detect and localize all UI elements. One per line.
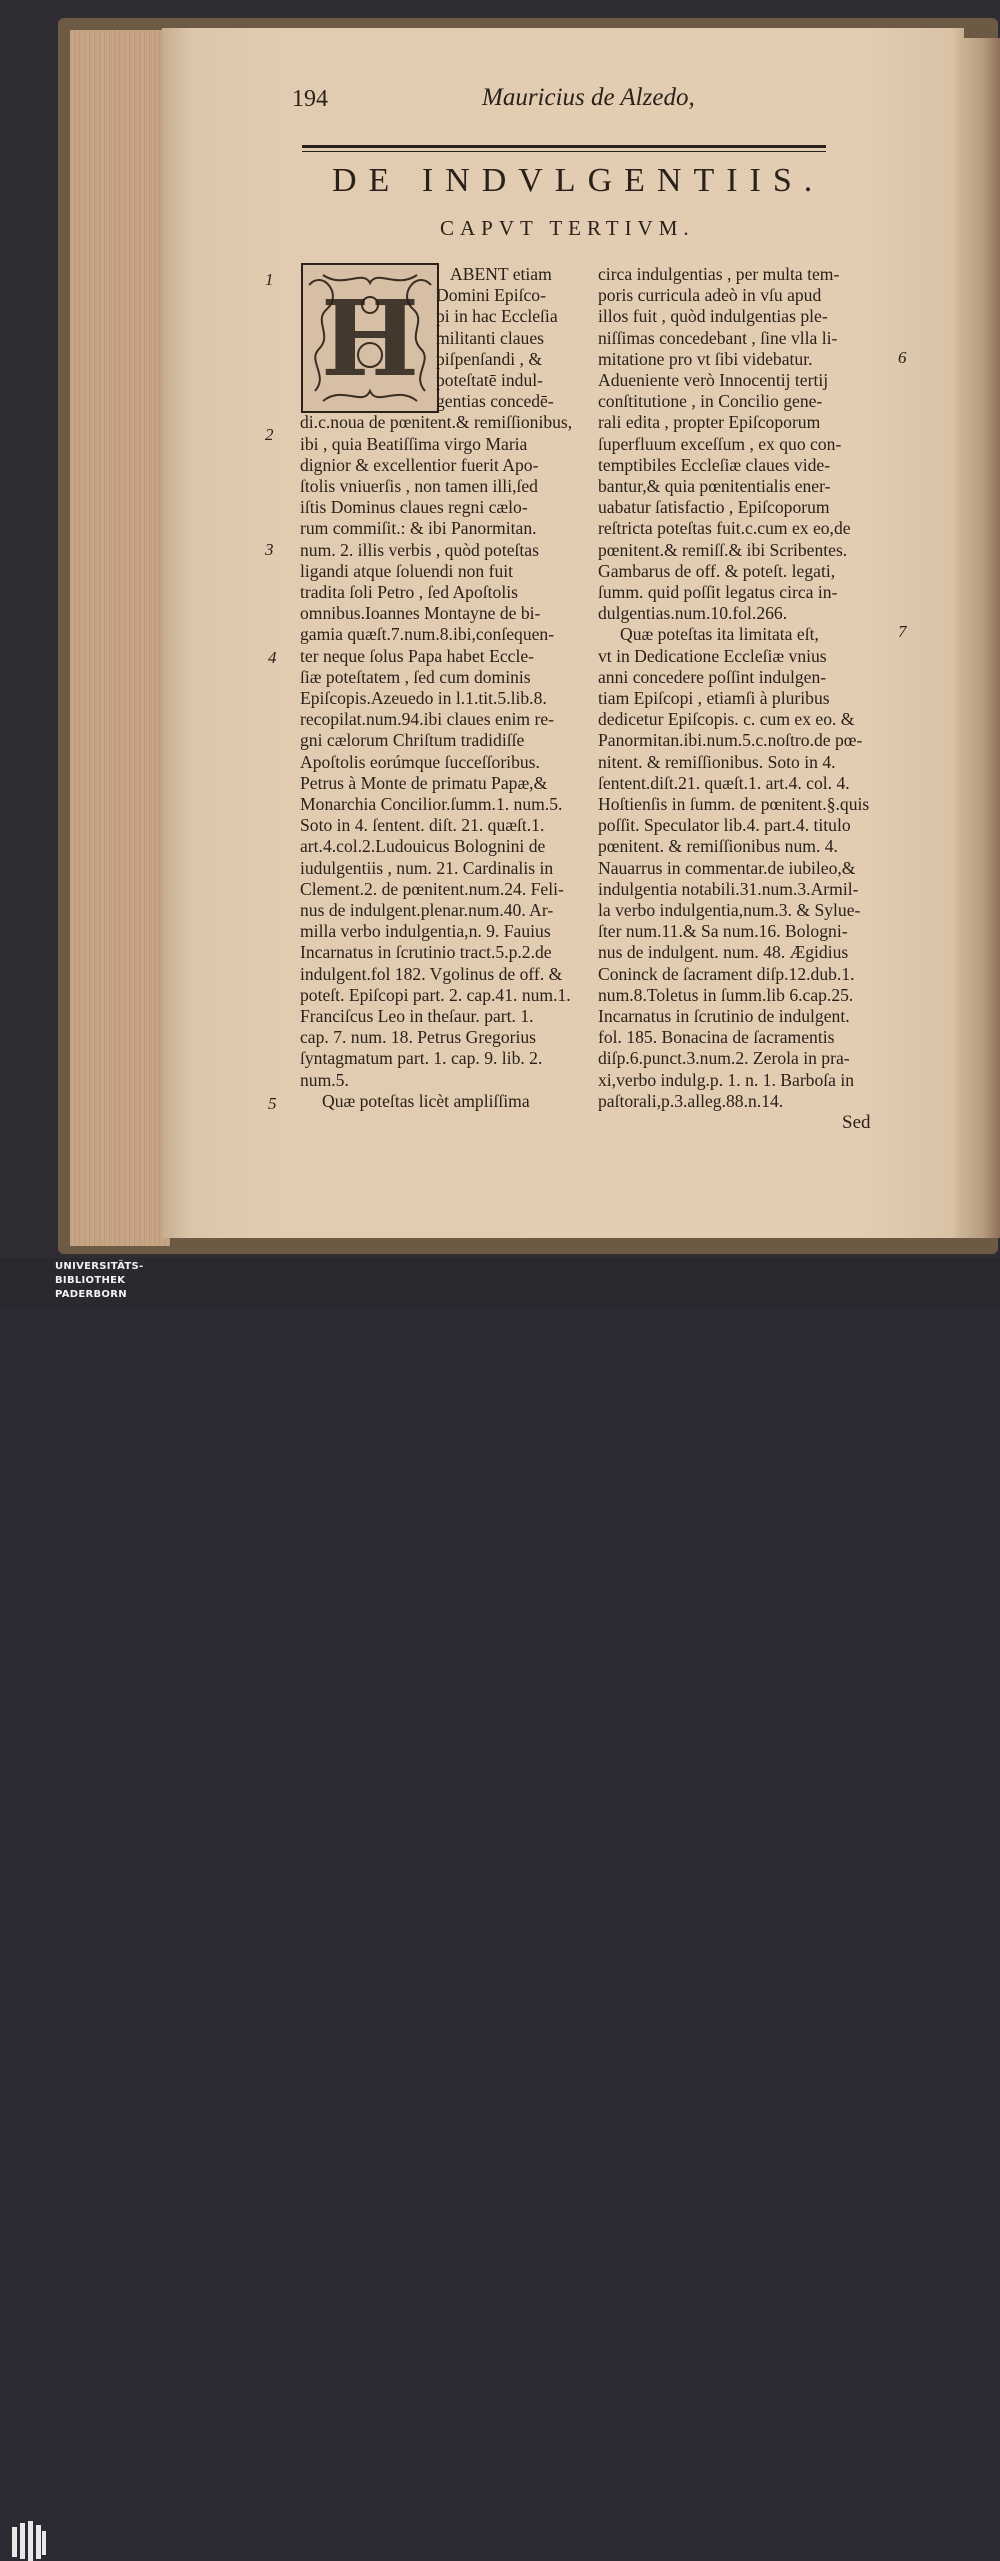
text-line: cap. 7. num. 18. Petrus Gregorius (300, 1027, 537, 1048)
text-line: vt in Dedicatione Eccleſiæ vnius (598, 645, 827, 666)
text-line: Apoſtolis eorúmque ſucceſſoribus. (300, 751, 540, 772)
text-line: ſumm. quid poſſit legatus circa in- (598, 582, 838, 602)
text-line: tiam Epiſcopi , etiamſi à pluribus (598, 688, 830, 708)
text-line: fol. 185. Bonacina de ſacramentis (598, 1027, 835, 1048)
text-line: ſiæ poteſtatem , ſed cum dominis (300, 666, 531, 687)
text-line: paſtorali,p.3.alleg.88.n.14. (598, 1090, 784, 1111)
text-line: indulgentia notabili.31.num.3.Armil- (598, 878, 859, 899)
text-line: iudulgentiis , num. 21. Cardinalis in (300, 857, 554, 878)
text-line: mitatione pro vt ſibi videbatur. (598, 348, 813, 369)
text-line: dignior & excellentior fuerit Apo- (300, 454, 539, 475)
text-line: num.8.Toletus in ſumm.lib 6.cap.25. (598, 984, 854, 1005)
scan-background (0, 0, 1000, 1258)
chapter-subtitle: CAPVT TERTIVM. (440, 216, 695, 240)
text-line: Epiſcopis.Azeuedo in l.1.tit.5.lib.8. (300, 688, 547, 708)
margin-number-5: 5 (268, 1094, 277, 1113)
text-line: Incarnatus in ſcrutinio tract.5.p.2.de (300, 942, 552, 963)
text-line: poteſtatē indul- (436, 370, 543, 390)
text-line: ligandi atque ſoluendi non fuit (300, 560, 514, 581)
text-line: gentias concedē- (436, 391, 554, 412)
text-line: ter neque ſolus Papa habet Eccle- (300, 645, 534, 666)
text-line: temptibiles Eccleſiæ claues vide- (598, 454, 831, 475)
margin-number-4: 4 (268, 648, 277, 667)
text-line: poris curricula adeò in vſu apud (598, 285, 822, 306)
text-line: dulgentias.num.10.fol.266. (598, 603, 788, 624)
margin-number-7: 7 (898, 622, 907, 641)
text-line: pœnitent.& remiſſ.& ibi Scribentes. (598, 539, 848, 560)
text-line: nus de indulgent. num. 48. Ægidius (598, 942, 849, 963)
library-footer (0, 1258, 1000, 1308)
text-line: Panormitan.ibi.num.5.c.noſtro.de pœ- (598, 730, 863, 751)
text-line: num.5. (300, 1069, 349, 1090)
header-rule-thin (302, 151, 826, 152)
text-line: ABENT etiam (450, 264, 552, 284)
page-edges-right (960, 38, 1000, 1238)
text-line: illos fuit , quòd indulgentias ple- (598, 306, 828, 327)
text-line: omnibus.Ioannes Montayne de bi- (300, 603, 541, 624)
text-line: la verbo indulgentia,num.3. & Sylue- (598, 900, 861, 920)
text-line: ſter num.11.& Sa num.16. Bologni- (598, 921, 848, 942)
page-number: 194 (292, 86, 328, 112)
text-line: Coninck de ſacrament diſp.12.dub.1. (598, 963, 855, 984)
text-line: gamia quæſt.7.num.8.ibi,conſequen- (300, 624, 555, 645)
margin-number-2: 2 (265, 425, 274, 444)
text-line: ſyntagmatum part. 1. cap. 9. lib. 2. (300, 1048, 543, 1069)
text-line: Clement.2. de pœnitent.num.24. Feli- (300, 878, 564, 899)
text-line: piſpenſandi , & (436, 348, 543, 369)
text-line: uabatur ſatisfactio , Epiſcoporum (598, 497, 830, 518)
text-line: iſtis Dominus claues regni cælo- (300, 497, 528, 518)
text-line: Incarnatus in ſcrutinio de indulgent. (598, 1006, 850, 1026)
margin-number-1: 1 (265, 270, 274, 289)
text-line: di.c.noua de pœnitent.& remiſſionibus, (300, 412, 573, 433)
text-line: Petrus à Monte de primatu Papæ,& (300, 772, 548, 793)
text-line: dedicetur Epiſcopis. c. cum ex eo. & (598, 709, 855, 730)
header-rule-thick (302, 145, 826, 148)
text-line: Gambarus de off. & poteſt. legati, (598, 560, 836, 581)
text-line: rum commiſit.: & ibi Panormitan. (300, 518, 537, 539)
text-line: pi in hac Eccleſia (436, 306, 558, 327)
text-line: tradita ſoli Petro , ſed Apoſtolis (300, 582, 518, 602)
running-title: Mauricius de Alzedo, (482, 84, 695, 111)
left-text-column (300, 264, 582, 1114)
text-line: ſuperfluum exceſſum , ex quo con- (598, 433, 842, 454)
text-line: circa indulgentias , per multa tem- (598, 264, 840, 284)
library-name-line2: BIBLIOTHEK (55, 1275, 126, 1286)
library-name-line3: PADERBORN (55, 1289, 127, 1300)
catchword: Sed (842, 1112, 871, 1133)
text-line: Quæ poteſtas ita limitata eſt, (620, 624, 819, 645)
page-edges-left (70, 30, 170, 1246)
text-line: diſp.6.punct.3.num.2. Zerola in pra- (598, 1048, 850, 1069)
text-line: gni cælorum Chriſtum tradidiſſe (300, 730, 525, 751)
text-line: Franciſcus Leo in theſaur. part. 1. (300, 1006, 534, 1026)
text-line: Adueniente verò Innocentij tertij (598, 370, 829, 390)
text-line: rali edita , propter Epiſcoporum (598, 412, 821, 433)
text-line: reſtricta poteſtas fuit.c.cum ex eo,de (598, 518, 851, 539)
text-line: xi,verbo indulg.p. 1. n. 1. Barboſa in (598, 1069, 855, 1090)
text-line: anni concedere poſſint indulgen- (598, 666, 827, 687)
text-line: bantur,& quia pœnitentialis ener- (598, 476, 831, 496)
text-line: num. 2. illis verbis , quòd poteſtas (300, 539, 539, 560)
text-line: Domini Epiſco- (436, 285, 546, 306)
text-line: militanti claues (436, 327, 544, 348)
text-line: ſtolis vniuerſis , non tamen illi,ſed (300, 476, 538, 496)
text-line: pœnitent. & remiſſionibus num. 4. (598, 836, 838, 857)
right-text-column (598, 264, 878, 1114)
text-line: conſtitutione , in Concilio gene- (598, 391, 823, 412)
text-line: Monarchia Concilior.ſumm.1. num.5. (300, 794, 563, 814)
text-line: Quæ poteſtas licèt ampliſſima (322, 1090, 530, 1111)
text-line: recopilat.num.94.ibi claues enim re- (300, 709, 555, 730)
text-line: Soto in 4. ſentent. diſt. 21. quæſt.1. (300, 815, 545, 836)
text-line: nus de indulgent.plenar.num.40. Ar- (300, 900, 554, 920)
text-line: niſſimas concedebant , ſine vlla li- (598, 327, 838, 348)
initial-letter: H (320, 277, 420, 400)
library-name-line1: UNIVERSITÄTS- (55, 1261, 144, 1272)
text-line: Hoſtienſis in ſumm. de pœnitent.§.quis (598, 794, 870, 814)
text-line: milla verbo indulgentia,n. 9. Fauius (300, 921, 551, 942)
margin-number-3: 3 (265, 540, 274, 559)
text-line: art.4.col.2.Ludouicus Bolognini de (300, 836, 546, 857)
library-logo-icon (12, 2521, 46, 2561)
text-line: nitent. & remiſſionibus. Soto in 4. (598, 751, 836, 772)
text-line: ibi , quia Beatiſſima virgo Maria (300, 433, 528, 454)
text-line: Nauarrus in commentar.de iubileo,& (598, 857, 856, 878)
text-line: indulgent.fol 182. Vgolinus de off. & (300, 963, 563, 984)
text-line: poſſit. Speculator lib.4. part.4. titulo (598, 815, 851, 836)
chapter-title: DE INDVLGENTIIS. (332, 162, 825, 199)
text-line: ſentent.diſt.21. quæſt.1. art.4. col. 4. (598, 772, 850, 793)
margin-number-6: 6 (898, 348, 907, 367)
text-line: poteſt. Epiſcopi part. 2. cap.41. num.1. (300, 984, 571, 1005)
